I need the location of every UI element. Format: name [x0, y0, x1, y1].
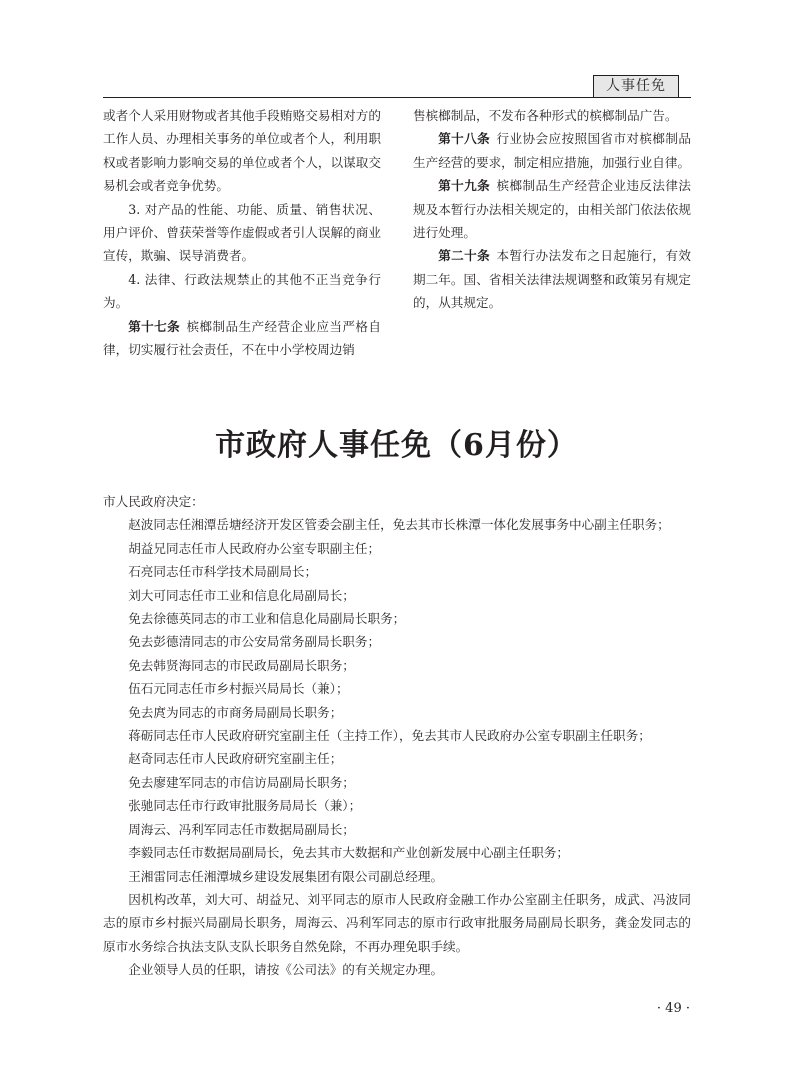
left-paragraph: 3. 对产品的性能、功能、质量、销售状况、用户评价、曾获荣誉等作虚假或者引人误解的商业宣传，欺骗、误导消费者。: [103, 201, 381, 264]
decision-item: 刘大可同志任市工业和信息化局副局长；: [128, 587, 355, 603]
decision-item: 免去庹为同志的市商务局副局长职务；: [128, 704, 343, 720]
section-tab: 人事任免: [593, 75, 679, 98]
header-rule: [103, 97, 691, 98]
decision-item: 胡益兄同志任市人民政府办公室专职副主任；: [128, 540, 381, 556]
decision-item: 免去韩贤海同志的市民政局副局长职务；: [128, 657, 355, 673]
right-paragraph: [413, 174, 691, 244]
left-paragraph: [103, 315, 381, 362]
decision-item: 张驰同志任市行政审批服务局局长（兼）；: [128, 798, 362, 814]
right-column: [413, 104, 691, 315]
article-text: 本暂行办法发布之日起施行，有效期二年。国、省相关法律法规调整和政策另有规定的，从其规定。: [413, 248, 692, 311]
decision-item: 石亮同志任市科学技术局副局长；: [128, 564, 318, 580]
decision-body: [103, 490, 691, 982]
decision-item: 免去徐德英同志的市工业和信息化局副局长职务；: [128, 611, 406, 627]
article-number: 第十七条: [128, 318, 181, 334]
decision-item: 因机构改革，刘大可、胡益兄、刘平同志的原市人民政府金融工作办公室副主任职务，成武、冯波同志的原市乡村振兴局副局长职务，周海云、冯利军同志的原市行政审批服务局副局长职务，龚金发同志的原市水务综合执法支队支队长职务自然免除，不再办理免职手续。: [103, 891, 691, 954]
left-paragraph: 或者个人采用财物或者其他手段贿赂交易相对方的工作人员、办理相关事务的单位或者个人，利用职权或者影响力影响交易的单位或者个人，以谋取交易机会或者竞争优势。: [103, 108, 381, 194]
article-text: 槟榔制品生产经营企业违反法律法规及本暂行办法相关规定的，由相关部门依法依规进行处理。: [413, 178, 692, 241]
left-column: [103, 104, 381, 361]
decision-item: 赵奇同志任市人民政府研究室副主任；: [128, 751, 343, 767]
decision-item: 周海云、冯利军同志任市数据局副局长；: [128, 821, 355, 837]
article-text: 槟榔制品生产经营企业应当严格自律，切实履行社会责任，不在中小学校周边销: [103, 318, 382, 358]
right-paragraph: 售槟榔制品，不发布各种形式的槟榔制品广告。: [413, 108, 678, 123]
article-number: 第十八条: [438, 131, 491, 147]
decision-item: 王湘雷同志任湘潭城乡建设发展集团有限公司副总经理。: [128, 868, 444, 884]
decision-item: 企业领导人员的任职，请按《公司法》的有关规定办理。: [128, 962, 444, 978]
page-number: · 49 ·: [656, 1001, 690, 1016]
decision-item: 伍石元同志任市乡村振兴局局长（兼）；: [128, 681, 349, 697]
decision-opening: 市人民政府决定：: [103, 494, 204, 509]
decision-item: 免去彭德清同志的市公安局常务副局长职务；: [128, 634, 381, 650]
left-paragraph: 4. 法律、行政法规禁止的其他不正当竞争行为。: [103, 271, 381, 311]
right-paragraph: [413, 244, 691, 314]
page-title: 市政府人事任免（6月份）: [215, 428, 578, 463]
article-text: 行业协会应按照国省市对槟榔制品生产经营的要求，制定相应措施，加强行业自律。: [413, 131, 692, 170]
decision-item: 蒋砺同志任市人民政府研究室副主任（主持工作），免去其市人民政府办公室专职副主任职务；: [128, 728, 651, 744]
decision-item: 免去廖建军同志的市信访局副局长职务；: [128, 774, 355, 790]
article-number: 第二十条: [438, 248, 491, 264]
article-number: 第十九条: [438, 178, 491, 194]
right-paragraph: [413, 127, 691, 174]
decision-item: 赵波同志任湘潭岳塘经济开发区管委会副主任，免去其市长株潭一体化发展事务中心副主任职务；: [128, 517, 670, 533]
decision-item: 李毅同志任市数据局副局长，免去其市大数据和产业创新发展中心副主任职务；: [128, 845, 569, 861]
